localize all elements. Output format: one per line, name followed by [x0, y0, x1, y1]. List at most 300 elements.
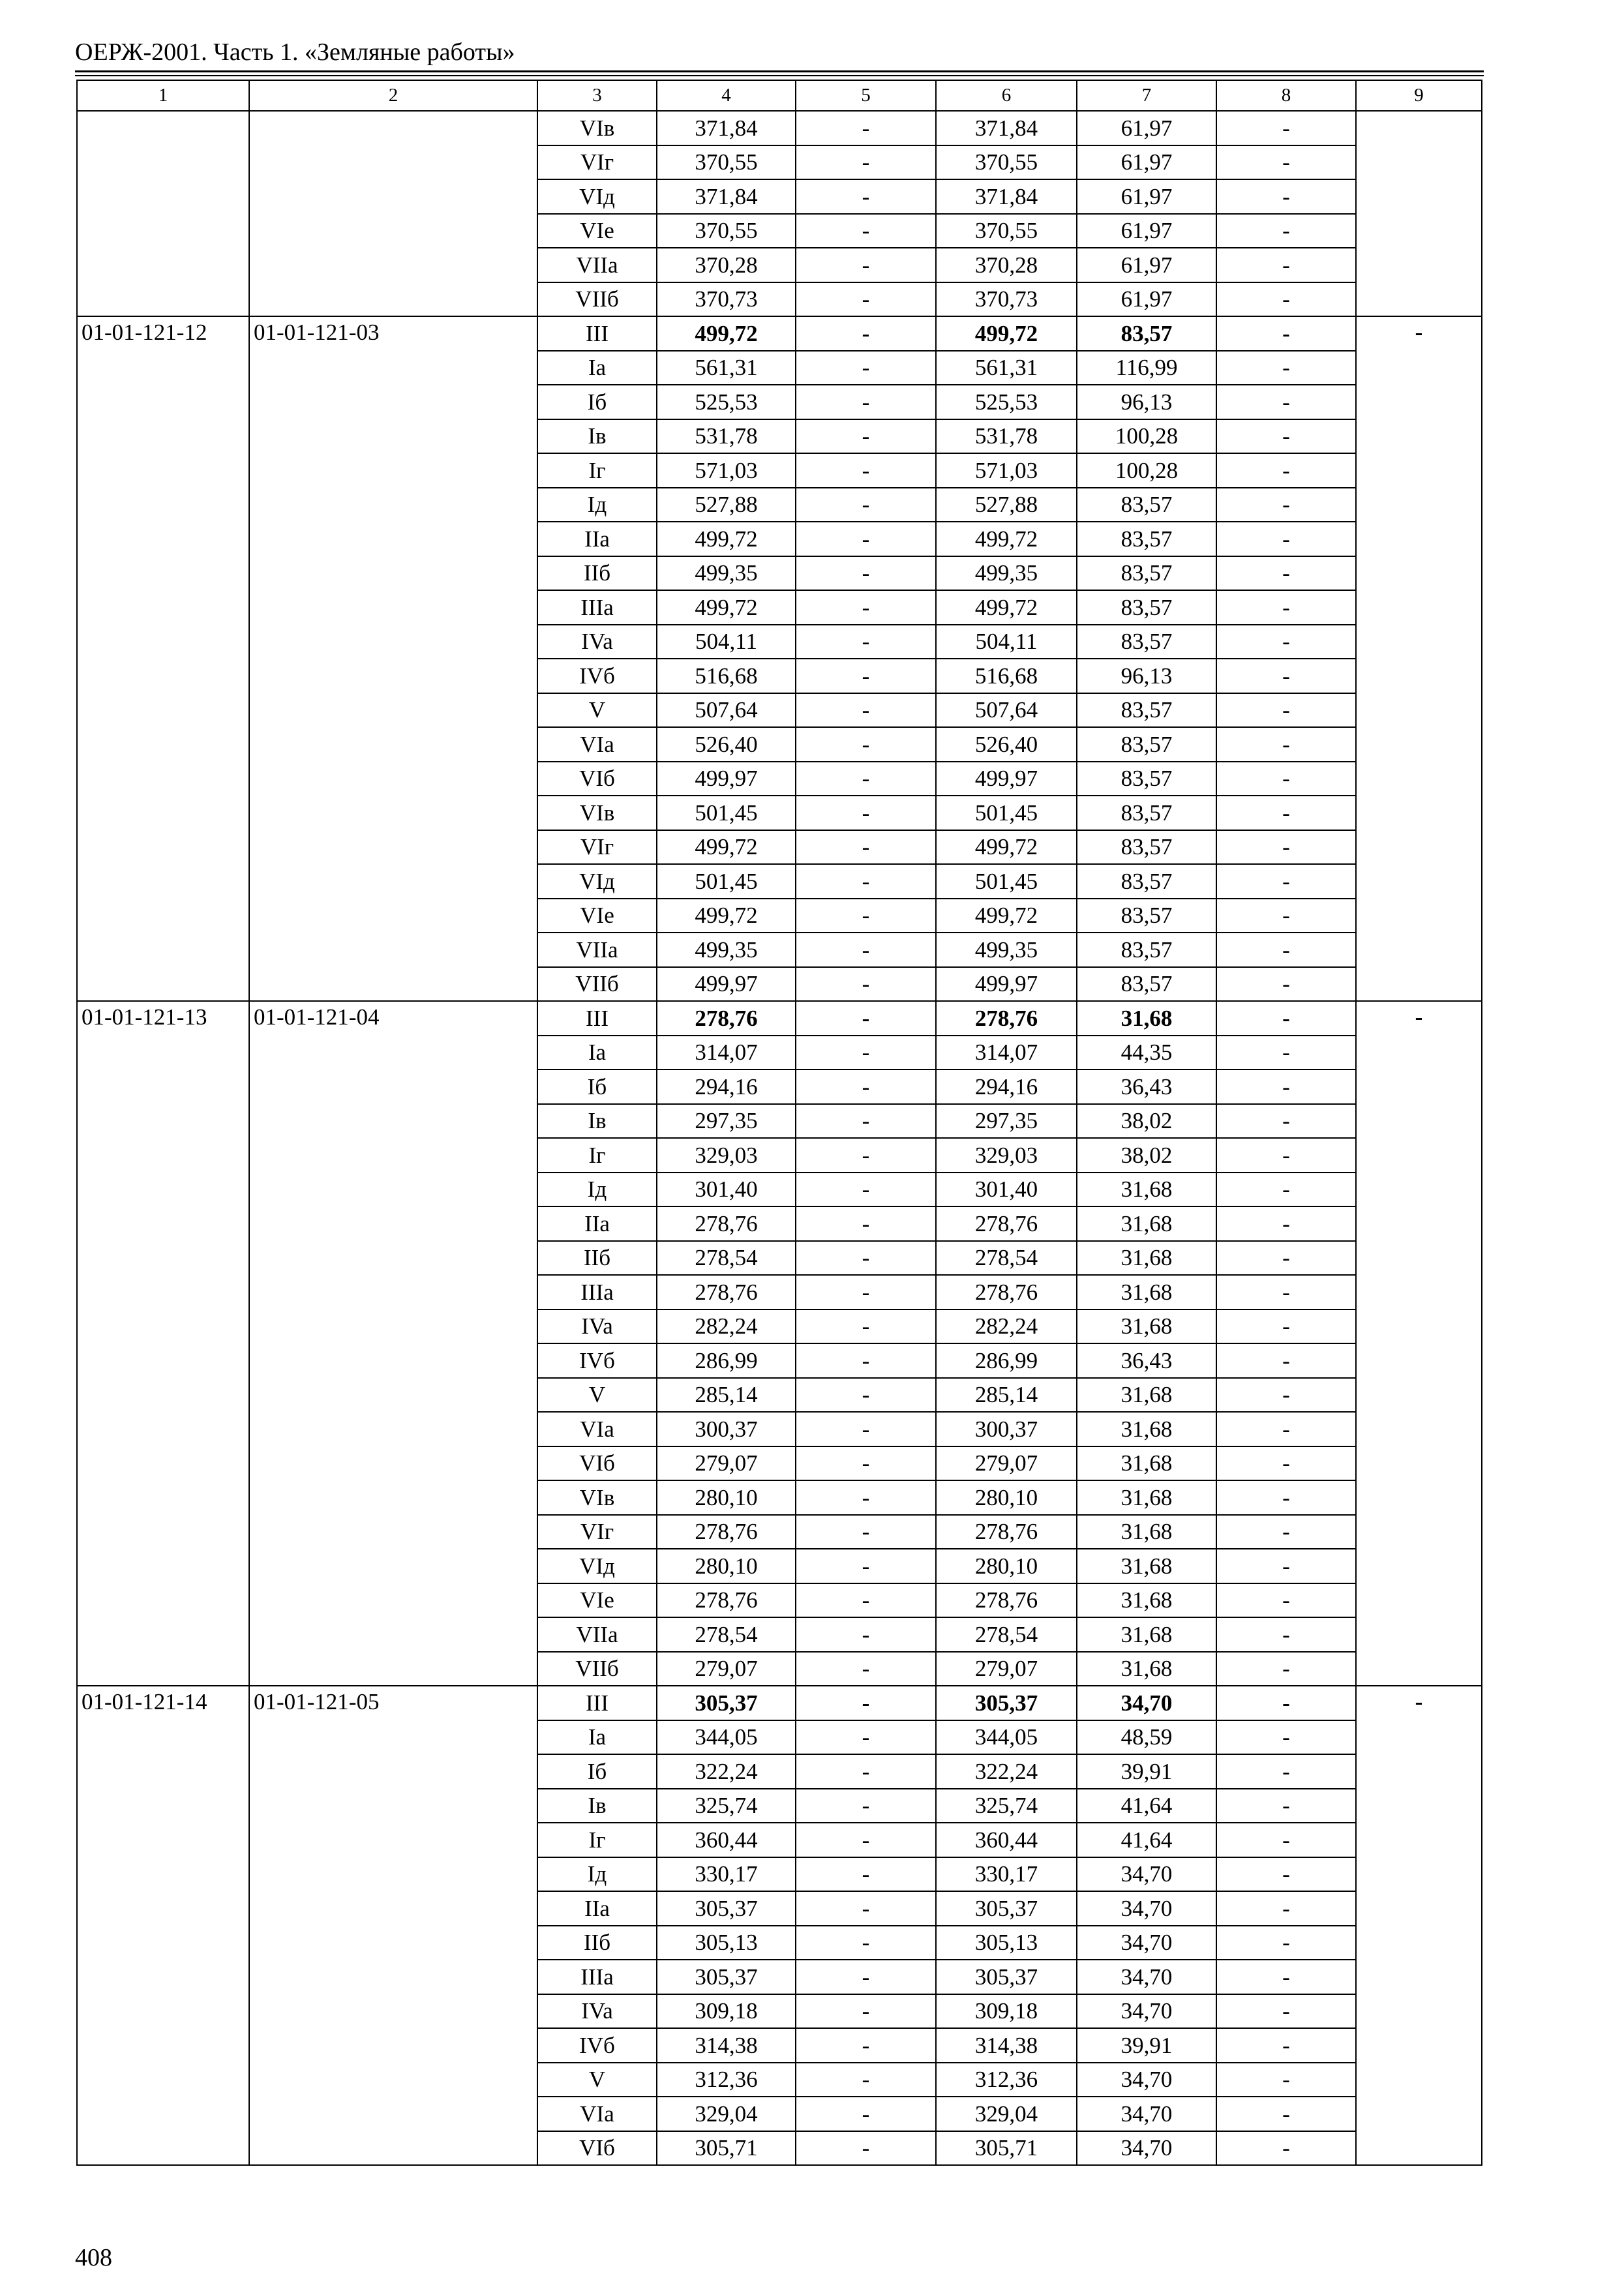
wages-cell: - — [796, 316, 936, 351]
wages-cell: - — [796, 1036, 936, 1070]
direct-cost-cell: 329,04 — [657, 2097, 796, 2131]
materials-cell: - — [1216, 625, 1356, 659]
direct-cost-cell: 370,28 — [657, 248, 796, 282]
wages-cell: - — [796, 967, 936, 1002]
machine-cost-cell: 294,16 — [936, 1070, 1077, 1104]
materials-cell: - — [1216, 1686, 1356, 1720]
machinist-wages-cell: 41,64 — [1077, 1789, 1216, 1823]
machine-cost-cell: 330,17 — [936, 1857, 1077, 1892]
territory-zone-cell: IIб — [537, 1926, 657, 1960]
territory-zone-cell: Iд — [537, 1857, 657, 1892]
territory-zone-cell: III — [537, 1001, 657, 1036]
direct-cost-cell: 301,40 — [657, 1173, 796, 1207]
wages-cell: - — [796, 1138, 936, 1173]
machine-cost-cell: 278,54 — [936, 1241, 1077, 1276]
machine-cost-cell: 501,45 — [936, 864, 1077, 899]
machinist-wages-cell: 61,97 — [1077, 282, 1216, 317]
direct-cost-cell: 370,55 — [657, 214, 796, 248]
machine-cost-cell: 278,76 — [936, 1515, 1077, 1549]
materials-cell: - — [1216, 419, 1356, 454]
machine-cost-cell: 525,53 — [936, 385, 1077, 419]
territory-zone-cell: VIa — [537, 2097, 657, 2131]
direct-cost-cell: 499,72 — [657, 522, 796, 556]
wages-cell: - — [796, 1857, 936, 1892]
machinist-wages-cell: 31,68 — [1077, 1309, 1216, 1344]
direct-cost-cell: 278,76 — [657, 1206, 796, 1241]
machinist-wages-cell: 34,70 — [1077, 1857, 1216, 1892]
machine-cost-cell: 278,76 — [936, 1275, 1077, 1309]
wages-cell: - — [796, 796, 936, 830]
machinist-wages-cell: 34,70 — [1077, 1891, 1216, 1926]
rate-code: 01-01-121-14 — [77, 1686, 249, 2165]
materials-cell: - — [1216, 385, 1356, 419]
table-row — [77, 111, 1482, 145]
wages-cell: - — [796, 145, 936, 180]
territory-zone-cell: Ia — [537, 1036, 657, 1070]
column-9-cell: - — [1356, 1686, 1482, 2165]
table-row — [77, 316, 1482, 351]
direct-cost-cell: 504,11 — [657, 625, 796, 659]
machinist-wages-cell: 83,57 — [1077, 316, 1216, 351]
machinist-wages-cell: 83,57 — [1077, 522, 1216, 556]
machine-cost-cell: 301,40 — [936, 1173, 1077, 1207]
machine-cost-cell: 344,05 — [936, 1720, 1077, 1755]
machine-cost-cell: 370,55 — [936, 145, 1077, 180]
territory-zone-cell: VIг — [537, 1515, 657, 1549]
materials-cell: - — [1216, 2097, 1356, 2131]
territory-zone-cell: VIд — [537, 179, 657, 214]
wages-cell: - — [796, 830, 936, 865]
direct-cost-cell: 371,84 — [657, 179, 796, 214]
materials-cell: - — [1216, 1583, 1356, 1618]
wages-cell: - — [796, 453, 936, 488]
wages-cell: - — [796, 1378, 936, 1413]
direct-cost-cell: 499,97 — [657, 967, 796, 1002]
machinist-wages-cell: 36,43 — [1077, 1343, 1216, 1378]
machinist-wages-cell: 38,02 — [1077, 1138, 1216, 1173]
column-number: 8 — [1216, 80, 1356, 111]
reference-code: 01-01-121-04 — [249, 1001, 537, 1686]
machinist-wages-cell: 39,91 — [1077, 1754, 1216, 1789]
direct-cost-cell: 278,76 — [657, 1515, 796, 1549]
direct-cost-cell: 499,72 — [657, 830, 796, 865]
territory-zone-cell: Iб — [537, 385, 657, 419]
column-number-row — [77, 80, 1482, 111]
header-rule — [75, 70, 1484, 72]
machinist-wages-cell: 83,57 — [1077, 556, 1216, 591]
wages-cell: - — [796, 762, 936, 796]
direct-cost-cell: 314,38 — [657, 2028, 796, 2063]
territory-zone-cell: IIIa — [537, 1275, 657, 1309]
direct-cost-cell: 370,73 — [657, 282, 796, 317]
territory-zone-cell: V — [537, 2063, 657, 2097]
machinist-wages-cell: 48,59 — [1077, 1720, 1216, 1755]
territory-zone-cell: VIб — [537, 2131, 657, 2166]
direct-cost-cell: 300,37 — [657, 1412, 796, 1446]
machinist-wages-cell: 31,68 — [1077, 1241, 1216, 1276]
machinist-wages-cell: 31,68 — [1077, 1446, 1216, 1481]
direct-cost-cell: 305,37 — [657, 1686, 796, 1720]
wages-cell: - — [796, 351, 936, 385]
machine-cost-cell: 499,72 — [936, 590, 1077, 625]
machinist-wages-cell: 61,97 — [1077, 214, 1216, 248]
wages-cell: - — [796, 1412, 936, 1446]
machine-cost-cell: 526,40 — [936, 727, 1077, 762]
territory-zone-cell: IVa — [537, 1994, 657, 2029]
direct-cost-cell: 305,37 — [657, 1960, 796, 1994]
materials-cell: - — [1216, 1001, 1356, 1036]
wages-cell: - — [796, 864, 936, 899]
wages-cell: - — [796, 1652, 936, 1686]
column-number: 1 — [77, 80, 249, 111]
territory-zone-cell: VIд — [537, 864, 657, 899]
machine-cost-cell: 499,72 — [936, 316, 1077, 351]
machinist-wages-cell: 61,97 — [1077, 111, 1216, 145]
machine-cost-cell: 280,10 — [936, 1480, 1077, 1515]
page-number: 408 — [75, 2244, 112, 2271]
wages-cell: - — [796, 1001, 936, 1036]
wages-cell: - — [796, 693, 936, 728]
direct-cost-cell: 499,72 — [657, 899, 796, 933]
machine-cost-cell: 325,74 — [936, 1789, 1077, 1823]
territory-zone-cell: IIa — [537, 522, 657, 556]
territory-zone-cell: IIIa — [537, 1960, 657, 1994]
machinist-wages-cell: 38,02 — [1077, 1104, 1216, 1139]
materials-cell: - — [1216, 1446, 1356, 1481]
wages-cell: - — [796, 1549, 936, 1583]
direct-cost-cell: 344,05 — [657, 1720, 796, 1755]
machine-cost-cell: 571,03 — [936, 453, 1077, 488]
table-body — [77, 80, 1482, 2165]
column-9-cell: - — [1356, 316, 1482, 1001]
direct-cost-cell: 499,72 — [657, 316, 796, 351]
materials-cell: - — [1216, 488, 1356, 522]
direct-cost-cell: 278,54 — [657, 1617, 796, 1652]
materials-cell: - — [1216, 1926, 1356, 1960]
table-row — [77, 1686, 1482, 1720]
territory-zone-cell: VIIб — [537, 1652, 657, 1686]
wages-cell: - — [796, 1275, 936, 1309]
materials-cell: - — [1216, 1241, 1356, 1276]
materials-cell: - — [1216, 2131, 1356, 2166]
direct-cost-cell: 507,64 — [657, 693, 796, 728]
territory-zone-cell: VIв — [537, 111, 657, 145]
machinist-wages-cell: 100,28 — [1077, 453, 1216, 488]
territory-zone-cell: V — [537, 1378, 657, 1413]
materials-cell: - — [1216, 522, 1356, 556]
territory-zone-cell: Iв — [537, 1104, 657, 1139]
wages-cell: - — [796, 1206, 936, 1241]
machinist-wages-cell: 83,57 — [1077, 727, 1216, 762]
machine-cost-cell: 371,84 — [936, 179, 1077, 214]
direct-cost-cell: 561,31 — [657, 351, 796, 385]
machine-cost-cell: 305,13 — [936, 1926, 1077, 1960]
machine-cost-cell: 305,71 — [936, 2131, 1077, 2166]
machine-cost-cell: 278,76 — [936, 1001, 1077, 1036]
territory-zone-cell: IIб — [537, 1241, 657, 1276]
machinist-wages-cell: 83,57 — [1077, 762, 1216, 796]
machine-cost-cell: 279,07 — [936, 1446, 1077, 1481]
machinist-wages-cell: 83,57 — [1077, 590, 1216, 625]
machinist-wages-cell: 31,68 — [1077, 1583, 1216, 1618]
wages-cell: - — [796, 1515, 936, 1549]
machine-cost-cell: 360,44 — [936, 1823, 1077, 1857]
direct-cost-cell: 278,76 — [657, 1275, 796, 1309]
machine-cost-cell: 278,76 — [936, 1206, 1077, 1241]
materials-cell: - — [1216, 2028, 1356, 2063]
wages-cell: - — [796, 2131, 936, 2166]
machinist-wages-cell: 34,70 — [1077, 2063, 1216, 2097]
machinist-wages-cell: 83,57 — [1077, 830, 1216, 865]
machine-cost-cell: 499,72 — [936, 522, 1077, 556]
machine-cost-cell: 501,45 — [936, 796, 1077, 830]
price-table — [76, 80, 1482, 2166]
wages-cell: - — [796, 1686, 936, 1720]
machinist-wages-cell: 41,64 — [1077, 1823, 1216, 1857]
territory-zone-cell: Iв — [537, 419, 657, 454]
machinist-wages-cell: 83,57 — [1077, 625, 1216, 659]
territory-zone-cell: VIб — [537, 762, 657, 796]
territory-zone-cell: VIд — [537, 1549, 657, 1583]
direct-cost-cell: 278,54 — [657, 1241, 796, 1276]
table-row — [77, 1001, 1482, 1036]
direct-cost-cell: 516,68 — [657, 659, 796, 693]
territory-zone-cell: VIв — [537, 1480, 657, 1515]
territory-zone-cell: Iг — [537, 1823, 657, 1857]
territory-zone-cell: VIб — [537, 1446, 657, 1481]
machinist-wages-cell: 31,68 — [1077, 1001, 1216, 1036]
territory-zone-cell: V — [537, 693, 657, 728]
materials-cell: - — [1216, 1652, 1356, 1686]
materials-cell: - — [1216, 1994, 1356, 2029]
materials-cell: - — [1216, 1343, 1356, 1378]
machine-cost-cell: 516,68 — [936, 659, 1077, 693]
machine-cost-cell: 499,35 — [936, 933, 1077, 967]
machine-cost-cell: 329,03 — [936, 1138, 1077, 1173]
direct-cost-cell: 309,18 — [657, 1994, 796, 2029]
wages-cell: - — [796, 214, 936, 248]
wages-cell: - — [796, 1241, 936, 1276]
materials-cell: - — [1216, 1823, 1356, 1857]
materials-cell: - — [1216, 693, 1356, 728]
materials-cell: - — [1216, 1754, 1356, 1789]
territory-zone-cell: VIa — [537, 1412, 657, 1446]
materials-cell: - — [1216, 351, 1356, 385]
wages-cell: - — [796, 488, 936, 522]
materials-cell: - — [1216, 282, 1356, 317]
machine-cost-cell: 527,88 — [936, 488, 1077, 522]
direct-cost-cell: 499,97 — [657, 762, 796, 796]
reference-code: 01-01-121-05 — [249, 1686, 537, 2165]
materials-cell: - — [1216, 590, 1356, 625]
territory-zone-cell: Iв — [537, 1789, 657, 1823]
territory-zone-cell: IVб — [537, 659, 657, 693]
territory-zone-cell: Iд — [537, 1173, 657, 1207]
machine-cost-cell: 305,37 — [936, 1686, 1077, 1720]
wages-cell: - — [796, 659, 936, 693]
machine-cost-cell: 507,64 — [936, 693, 1077, 728]
machine-cost-cell: 322,24 — [936, 1754, 1077, 1789]
wages-cell: - — [796, 625, 936, 659]
machinist-wages-cell: 31,68 — [1077, 1549, 1216, 1583]
machine-cost-cell: 282,24 — [936, 1309, 1077, 1344]
direct-cost-cell: 329,03 — [657, 1138, 796, 1173]
reference-code: 01-01-121-03 — [249, 316, 537, 1001]
materials-cell: - — [1216, 1789, 1356, 1823]
machinist-wages-cell: 83,57 — [1077, 864, 1216, 899]
machine-cost-cell: 371,84 — [936, 111, 1077, 145]
territory-zone-cell: Ia — [537, 351, 657, 385]
territory-zone-cell: IIa — [537, 1891, 657, 1926]
direct-cost-cell: 294,16 — [657, 1070, 796, 1104]
wages-cell: - — [796, 1446, 936, 1481]
wages-cell: - — [796, 1926, 936, 1960]
machine-cost-cell: 314,38 — [936, 2028, 1077, 2063]
machine-cost-cell: 499,72 — [936, 830, 1077, 865]
direct-cost-cell: 499,72 — [657, 590, 796, 625]
machinist-wages-cell: 34,70 — [1077, 2131, 1216, 2166]
direct-cost-cell: 531,78 — [657, 419, 796, 454]
machinist-wages-cell: 83,57 — [1077, 967, 1216, 1002]
materials-cell: - — [1216, 453, 1356, 488]
direct-cost-cell: 501,45 — [657, 864, 796, 899]
wages-cell: - — [796, 1891, 936, 1926]
machine-cost-cell: 561,31 — [936, 351, 1077, 385]
wages-cell: - — [796, 1583, 936, 1618]
wages-cell: - — [796, 2063, 936, 2097]
column-number: 2 — [249, 80, 537, 111]
wages-cell: - — [796, 1754, 936, 1789]
territory-zone-cell: VIIa — [537, 933, 657, 967]
machinist-wages-cell: 34,70 — [1077, 1960, 1216, 1994]
machinist-wages-cell: 116,99 — [1077, 351, 1216, 385]
materials-cell: - — [1216, 727, 1356, 762]
machinist-wages-cell: 31,68 — [1077, 1652, 1216, 1686]
materials-cell: - — [1216, 967, 1356, 1002]
wages-cell: - — [796, 899, 936, 933]
machine-cost-cell: 370,55 — [936, 214, 1077, 248]
machinist-wages-cell: 39,91 — [1077, 2028, 1216, 2063]
territory-zone-cell: IVa — [537, 1309, 657, 1344]
machinist-wages-cell: 31,68 — [1077, 1617, 1216, 1652]
machinist-wages-cell: 31,68 — [1077, 1412, 1216, 1446]
machine-cost-cell: 531,78 — [936, 419, 1077, 454]
materials-cell: - — [1216, 762, 1356, 796]
machine-cost-cell: 300,37 — [936, 1412, 1077, 1446]
territory-zone-cell: IIIa — [537, 590, 657, 625]
rate-code: 01-01-121-13 — [77, 1001, 249, 1686]
materials-cell: - — [1216, 1206, 1356, 1241]
materials-cell: - — [1216, 556, 1356, 591]
machinist-wages-cell: 44,35 — [1077, 1036, 1216, 1070]
direct-cost-cell: 322,24 — [657, 1754, 796, 1789]
machinist-wages-cell: 61,97 — [1077, 248, 1216, 282]
direct-cost-cell: 279,07 — [657, 1446, 796, 1481]
machinist-wages-cell: 34,70 — [1077, 1686, 1216, 1720]
direct-cost-cell: 525,53 — [657, 385, 796, 419]
wages-cell: - — [796, 385, 936, 419]
direct-cost-cell: 526,40 — [657, 727, 796, 762]
direct-cost-cell: 314,07 — [657, 1036, 796, 1070]
machinist-wages-cell: 31,68 — [1077, 1275, 1216, 1309]
machine-cost-cell: 305,37 — [936, 1891, 1077, 1926]
machine-cost-cell: 280,10 — [936, 1549, 1077, 1583]
machinist-wages-cell: 61,97 — [1077, 179, 1216, 214]
header-title: ОЕРЖ-2001. Часть 1. «Земляные работы» — [75, 38, 515, 66]
column-number: 3 — [537, 80, 657, 111]
territory-zone-cell: IVб — [537, 1343, 657, 1378]
machinist-wages-cell: 96,13 — [1077, 659, 1216, 693]
materials-cell: - — [1216, 1891, 1356, 1926]
rate-code — [77, 111, 249, 316]
machine-cost-cell: 305,37 — [936, 1960, 1077, 1994]
direct-cost-cell: 330,17 — [657, 1857, 796, 1892]
direct-cost-cell: 305,37 — [657, 1891, 796, 1926]
reference-code — [249, 111, 537, 316]
machine-cost-cell: 504,11 — [936, 625, 1077, 659]
machine-cost-cell: 499,97 — [936, 967, 1077, 1002]
machine-cost-cell: 297,35 — [936, 1104, 1077, 1139]
machinist-wages-cell: 83,57 — [1077, 899, 1216, 933]
machinist-wages-cell: 31,68 — [1077, 1173, 1216, 1207]
materials-cell: - — [1216, 145, 1356, 180]
territory-zone-cell: VIa — [537, 727, 657, 762]
direct-cost-cell: 278,76 — [657, 1001, 796, 1036]
machinist-wages-cell: 34,70 — [1077, 1926, 1216, 1960]
territory-zone-cell: IIa — [537, 1206, 657, 1241]
column-number: 7 — [1077, 80, 1216, 111]
direct-cost-cell: 501,45 — [657, 796, 796, 830]
machinist-wages-cell: 31,68 — [1077, 1515, 1216, 1549]
materials-cell: - — [1216, 1275, 1356, 1309]
materials-cell: - — [1216, 659, 1356, 693]
territory-zone-cell: VIe — [537, 1583, 657, 1618]
machinist-wages-cell: 100,28 — [1077, 419, 1216, 454]
machine-cost-cell: 314,07 — [936, 1036, 1077, 1070]
wages-cell: - — [796, 111, 936, 145]
territory-zone-cell: IIб — [537, 556, 657, 591]
materials-cell: - — [1216, 1378, 1356, 1413]
column-9-cell: - — [1356, 1001, 1482, 1686]
materials-cell: - — [1216, 1104, 1356, 1139]
territory-zone-cell: Iб — [537, 1070, 657, 1104]
materials-cell: - — [1216, 864, 1356, 899]
machinist-wages-cell: 83,57 — [1077, 933, 1216, 967]
materials-cell: - — [1216, 1173, 1356, 1207]
wages-cell: - — [796, 419, 936, 454]
materials-cell: - — [1216, 1720, 1356, 1755]
machine-cost-cell: 499,35 — [936, 556, 1077, 591]
wages-cell: - — [796, 522, 936, 556]
territory-zone-cell: VIIб — [537, 282, 657, 317]
territory-zone-cell: III — [537, 1686, 657, 1720]
header-rule — [75, 75, 1484, 76]
materials-cell: - — [1216, 1617, 1356, 1652]
direct-cost-cell: 360,44 — [657, 1823, 796, 1857]
wages-cell: - — [796, 727, 936, 762]
machinist-wages-cell: 31,68 — [1077, 1480, 1216, 1515]
machinist-wages-cell: 96,13 — [1077, 385, 1216, 419]
wages-cell: - — [796, 1343, 936, 1378]
territory-zone-cell: VIIб — [537, 967, 657, 1002]
machine-cost-cell: 499,97 — [936, 762, 1077, 796]
wages-cell: - — [796, 282, 936, 317]
materials-cell: - — [1216, 1857, 1356, 1892]
machinist-wages-cell: 31,68 — [1077, 1206, 1216, 1241]
materials-cell: - — [1216, 1036, 1356, 1070]
column-9-cell — [1356, 111, 1482, 316]
machinist-wages-cell: 83,57 — [1077, 693, 1216, 728]
